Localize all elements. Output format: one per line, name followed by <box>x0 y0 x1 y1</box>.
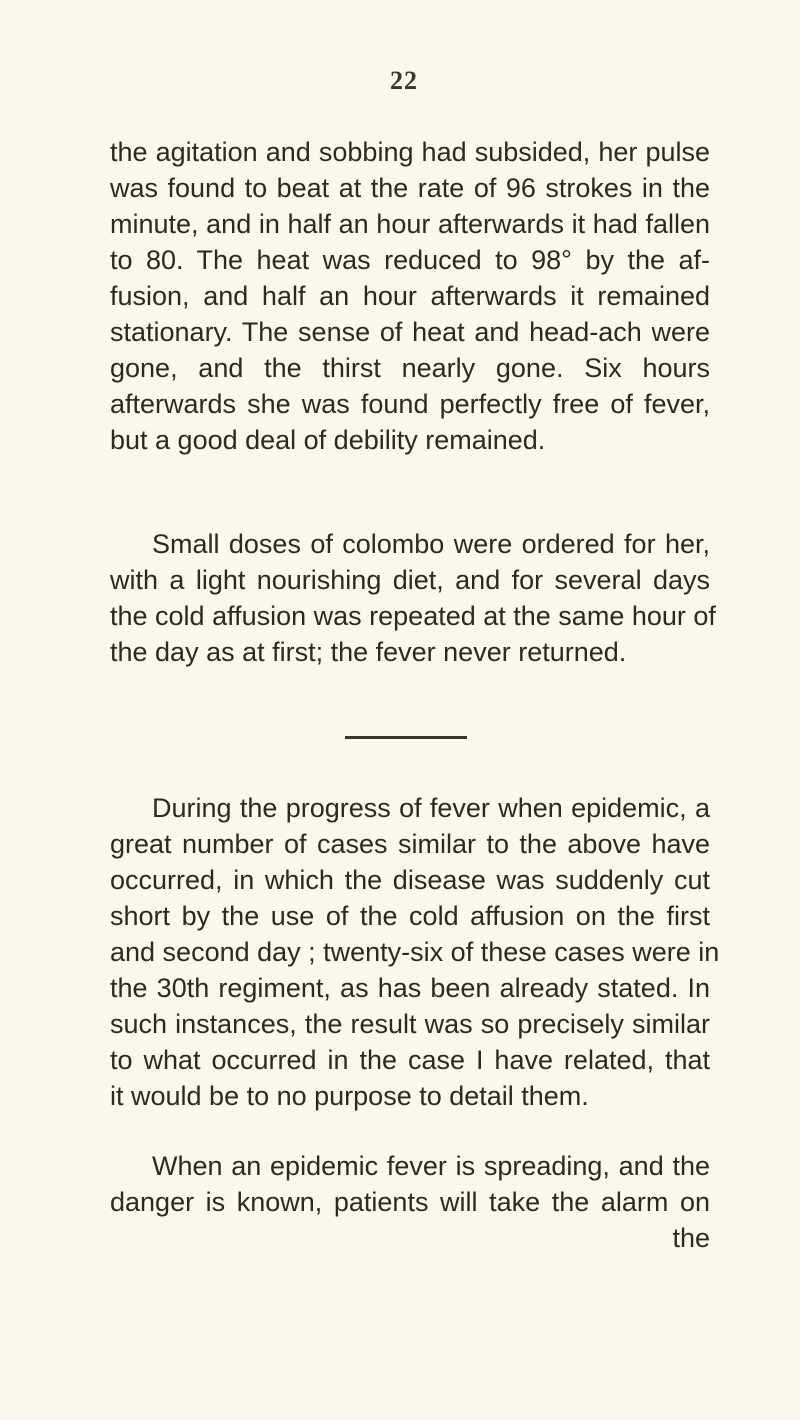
page-number: 22 <box>390 66 418 95</box>
text-line: the cold affusion was repeated at the same hour of <box>110 601 716 631</box>
text-line: to what occurred in the case I have related, that <box>110 1045 710 1075</box>
section-divider <box>345 736 467 739</box>
text-line: such instances, the result was so precisely similar <box>110 1009 710 1039</box>
text-line: afterwards she was found perfectly free of fever, <box>110 389 710 419</box>
text-line: danger is known, patients will take the alarm on <box>110 1187 710 1217</box>
text-line: was found to beat at the rate of 96 strokes in the <box>110 173 710 203</box>
text-line: occurred, in which the disease was suddenly cut <box>110 865 710 895</box>
text-line: it would be to no purpose to detail them. <box>110 1081 589 1111</box>
text-line: stationary. The sense of heat and head-ach were <box>110 317 710 347</box>
text-line: great number of cases similar to the above have <box>110 829 710 859</box>
text-line: Small doses of colombo were ordered for her, <box>152 529 710 559</box>
text-line: with a light nourishing diet, and for several days <box>110 565 710 595</box>
text-line: the day as at first; the fever never returned. <box>110 637 627 667</box>
text-line: to 80. The heat was reduced to 98° by the af- <box>110 245 710 275</box>
text-line: fusion, and half an hour afterwards it remained <box>110 281 710 311</box>
text-line: and second day ; twenty-six of these cases were in <box>110 937 720 967</box>
text-line: short by the use of the cold affusion on the first <box>110 901 710 931</box>
text-line: minute, and in half an hour afterwards it had fallen <box>110 209 710 239</box>
catchword: the <box>672 1223 710 1253</box>
text-line: but a good deal of debility remained. <box>110 425 546 455</box>
text-line: During the progress of fever when epidemic, a <box>152 793 710 823</box>
text-line: the 30th regiment, as has been already stated. In <box>110 973 710 1003</box>
text-line: the agitation and sobbing had subsided, her pulse <box>110 137 710 167</box>
text-line: gone, and the thirst nearly gone. Six hours <box>110 353 710 383</box>
text-line: When an epidemic fever is spreading, and the <box>152 1151 710 1181</box>
